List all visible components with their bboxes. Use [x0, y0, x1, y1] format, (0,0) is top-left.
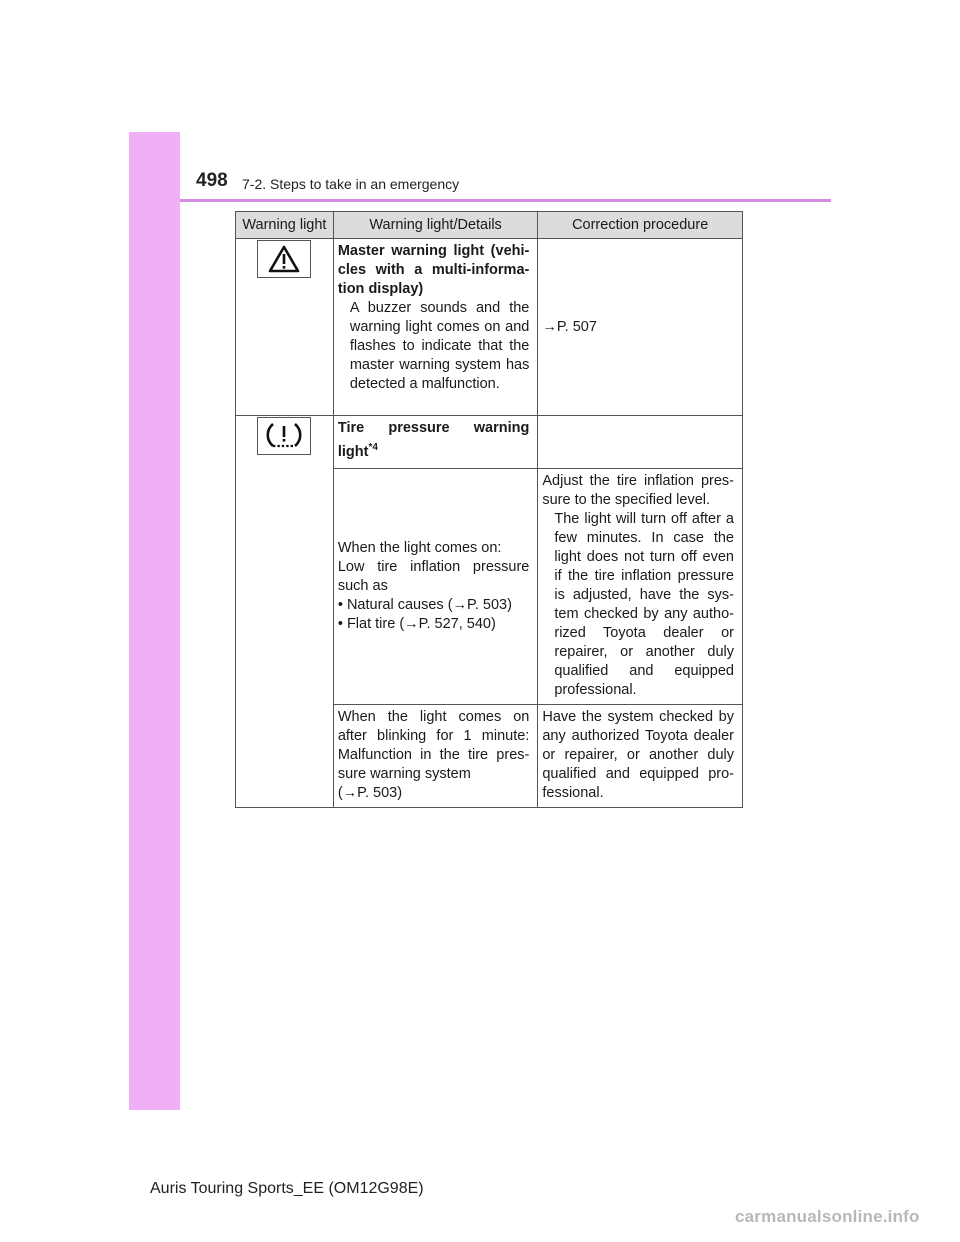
empty-correction-cell — [538, 416, 743, 469]
master-warning-title: Master warning light (vehicles with a multi-information display) — [337, 243, 530, 297]
light-on-intro: When the light comes on: — [337, 539, 502, 556]
correction-cell: →P. 507 — [538, 239, 743, 416]
warning-triangle-icon — [257, 240, 311, 278]
malfunction-text: When the light comes on after blinking for 1 minute: Malfunction in the tire pressure warning system — [337, 709, 530, 782]
correction-cell: Have the system checked by any authorized Toyota dealer or repairer, or another duly qualified and equipped professional. — [538, 705, 743, 808]
section-title: 7-2. Steps to take in an emergency — [242, 176, 460, 192]
column-header-details: Warning light/Details — [333, 212, 538, 239]
adjust-pressure-note: The light will turn off after a few minutes. In case the light does not turn off even if the tire inflation pressure is adjusted, have the system checked by any authorized Toyota dealer or repairer, or another duly qualified and equipped professional. — [554, 511, 734, 698]
table-row-master-warning — [236, 239, 743, 416]
header-rule — [180, 199, 831, 202]
tire-pressure-title-cell — [333, 416, 538, 469]
page-number: 498 — [196, 170, 228, 191]
icon-cell — [236, 239, 334, 416]
bullet-natural-causes: • Natural causes (→P. 503) — [337, 596, 512, 613]
low-pressure-text: Low tire inflation pressure such as — [337, 558, 530, 594]
details-cell — [333, 469, 538, 705]
icon-cell — [236, 416, 334, 808]
warning-light-table — [235, 211, 743, 808]
correction-cell — [538, 469, 743, 705]
master-warning-detail: A buzzer sounds and the warning light comes on and flashes to indicate that the master warning system has detected a malfunction. — [349, 300, 530, 392]
malfunction-reference: (→P. 503) — [337, 785, 403, 801]
column-header-correction: Correction procedure — [538, 212, 743, 239]
watermark: carmanualsonline.info — [735, 1207, 920, 1226]
table-row-tire-pressure-title — [236, 416, 743, 469]
table-header-row — [236, 212, 743, 239]
side-tab-bar — [129, 132, 180, 1110]
bullet-flat-tire: • Flat tire (→P. 527, 540) — [337, 615, 496, 632]
adjust-pressure-text: Adjust the tire inflation pressure to the specified level. — [542, 473, 734, 508]
details-cell — [333, 239, 538, 416]
details-cell — [333, 705, 538, 808]
tire-pressure-icon — [257, 417, 311, 455]
column-header-warning-light: Warning light — [236, 212, 334, 239]
footnote-marker: *4 — [368, 442, 378, 453]
footer-model: Auris Touring Sports_EE (OM12G98E) — [150, 1180, 424, 1197]
tire-pressure-title: Tire pressure warning light — [337, 420, 530, 460]
